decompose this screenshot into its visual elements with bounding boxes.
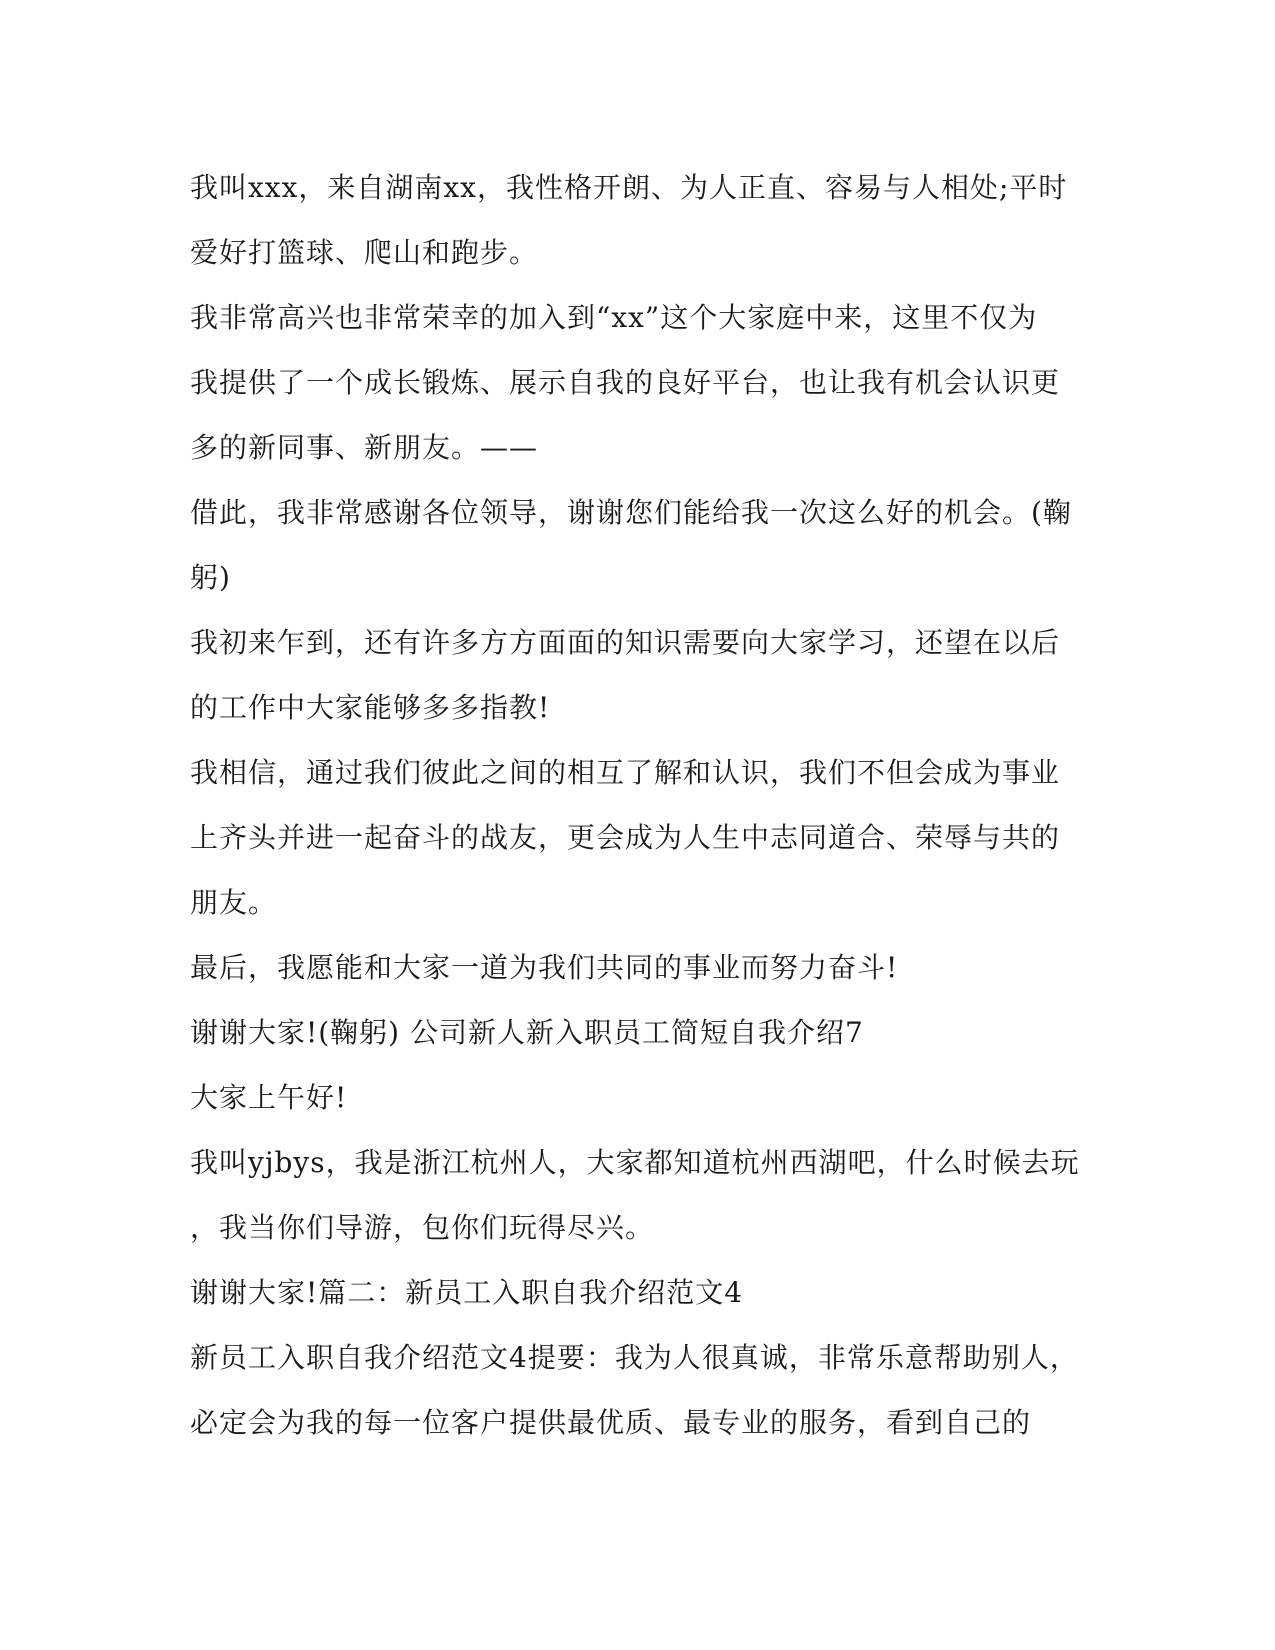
text-line: 谢谢大家!(鞠躬) 公司新人新入职员工简短自我介绍7 [190, 1016, 864, 1049]
text-line: 我叫yjbys，我是浙江杭州人，大家都知道杭州西湖吧，什么时候去玩 [190, 1146, 1080, 1179]
text-line: 爱好打篮球、爬山和跑步。 [190, 236, 539, 269]
text-line: 我非常高兴也非常荣幸的加入到“xx”这个大家庭中来，这里不仅为 [190, 301, 1038, 334]
text-line: 多的新同事、新朋友。—— [190, 431, 539, 464]
text-line: 朋友。 [190, 886, 278, 919]
text-line: 我初来乍到，还有许多方方面面的知识需要向大家学习，还望在以后 [190, 626, 1061, 659]
text-line: 新员工入职自我介绍范文4提要：我为人很真诚，非常乐意帮助别人， [190, 1341, 1079, 1374]
document-body [190, 155, 1090, 1455]
text-line: ，我当你们导游，包你们玩得尽兴。 [190, 1211, 655, 1244]
text-line: 必定会为我的每一位客户提供最优质、最专业的服务，看到自己的 [190, 1406, 1032, 1439]
text-line: 最后，我愿能和大家一道为我们共同的事业而努力奋斗! [190, 951, 899, 984]
text-line: 我提供了一个成长锻炼、展示自我的良好平台，也让我有机会认识更 [190, 366, 1061, 399]
text-line: 躬) [190, 561, 231, 594]
text-line: 我叫xxx，来自湖南xx，我性格开朗、为人正直、容易与人相处;平时 [190, 171, 1068, 204]
text-line: 我相信，通过我们彼此之间的相互了解和认识，我们不但会成为事业 [190, 756, 1061, 789]
text-line: 大家上午好! [190, 1081, 348, 1114]
text-line: 的工作中大家能够多多指教! [190, 691, 551, 724]
text-line: 谢谢大家!篇二：新员工入职自我介绍范文4 [190, 1276, 744, 1309]
text-line: 借此，我非常感谢各位领导，谢谢您们能给我一次这么好的机会。(鞠 [190, 496, 1072, 529]
text-line: 上齐头并进一起奋斗的战友，更会成为人生中志同道合、荣辱与共的 [190, 821, 1061, 854]
